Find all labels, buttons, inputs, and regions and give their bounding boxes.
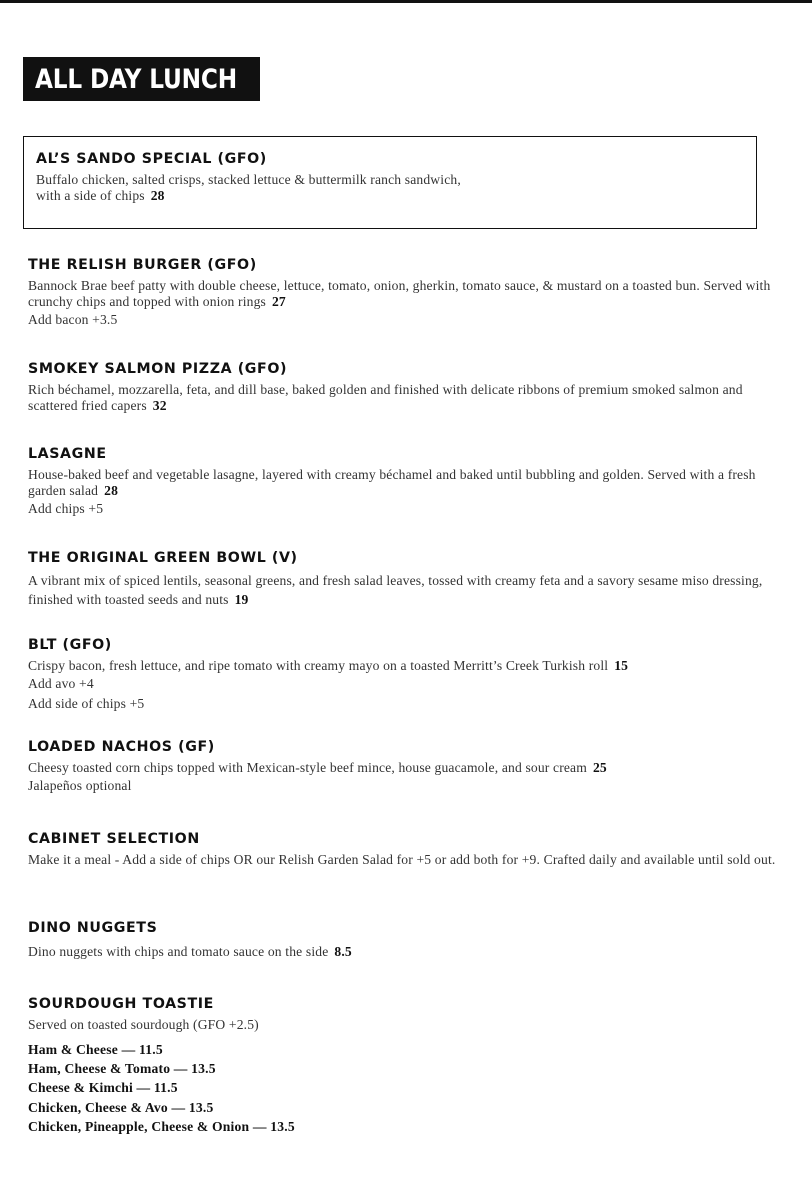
item-extra: Add avo +4 bbox=[28, 676, 94, 691]
toastie-options-list bbox=[28, 1040, 788, 1136]
item-extra: Add bacon +3.5 bbox=[28, 312, 118, 327]
item-extra: Add side of chips +5 bbox=[28, 696, 145, 711]
item-price: 27 bbox=[271, 294, 286, 309]
item-name: THE ORIGINAL GREEN BOWL (V) bbox=[28, 550, 298, 566]
menu-item-cabinet-selection bbox=[28, 830, 788, 868]
item-description: Dino nuggets with chips and tomato sauce on the side 8.5 bbox=[28, 944, 352, 959]
menu-item-blt bbox=[28, 636, 788, 714]
item-name: LASAGNE bbox=[28, 446, 107, 462]
item-extra: Add chips +5 bbox=[28, 501, 104, 516]
menu-item-als-sando bbox=[36, 150, 736, 204]
item-name: SOURDOUGH TOASTIE bbox=[28, 996, 214, 1012]
item-description: A vibrant mix of spiced lentils, seasonal greens, and fresh salad leaves, tossed with creamy feta and a savory sesame miso dressing, finished with toasted seeds and nuts 19 bbox=[28, 573, 763, 607]
item-name: SMOKEY SALMON PIZZA (GFO) bbox=[28, 361, 288, 377]
item-extra: Jalapeños optional bbox=[28, 778, 132, 793]
item-name: BLT (GFO) bbox=[28, 637, 112, 653]
item-price: 25 bbox=[592, 760, 607, 775]
item-description bbox=[36, 172, 736, 204]
item-name: THE RELISH BURGER (GFO) bbox=[28, 257, 257, 273]
item-description: House-baked beef and vegetable lasagne, layered with creamy béchamel and baked until bubbling and golden. Served with a fresh garden salad 28 bbox=[28, 467, 756, 498]
menu-item-smokey-salmon-pizza bbox=[28, 360, 788, 414]
toastie-option: Chicken, Cheese & Avo — 13.5 bbox=[28, 1099, 214, 1115]
top-border bbox=[0, 0, 812, 3]
item-description: Cheesy toasted corn chips topped with Mexican-style beef mince, house guacamole, and sour cream 25 bbox=[28, 760, 607, 775]
featured-item-box bbox=[23, 136, 757, 229]
item-price: 15 bbox=[614, 658, 629, 673]
item-price: 28 bbox=[150, 188, 165, 203]
item-description-line1: Buffalo chicken, salted crisps, stacked lettuce & buttermilk ranch sandwich, bbox=[36, 172, 461, 187]
item-name: DINO NUGGETS bbox=[28, 920, 158, 936]
toastie-option: Chicken, Pineapple, Cheese & Onion — 13.5 bbox=[28, 1118, 295, 1134]
toastie-option: Ham, Cheese & Tomato — 13.5 bbox=[28, 1061, 216, 1077]
toastie-option: Ham & Cheese — 11.5 bbox=[28, 1042, 163, 1057]
item-price: 32 bbox=[152, 398, 167, 413]
item-name: AL’S SANDO SPECIAL (GFO) bbox=[36, 151, 267, 167]
item-description: Served on toasted sourdough (GFO +2.5) bbox=[28, 1017, 259, 1032]
toastie-option: Cheese & Kimchi — 11.5 bbox=[28, 1080, 178, 1096]
menu-item-relish-burger bbox=[28, 256, 788, 330]
item-name: CABINET SELECTION bbox=[28, 831, 200, 847]
item-price: 19 bbox=[234, 592, 249, 607]
item-description: Crispy bacon, fresh lettuce, and ripe tomato with creamy mayo on a toasted Merritt’s Creek Turkish roll 15 bbox=[28, 658, 629, 673]
item-description: Rich béchamel, mozzarella, feta, and dill base, baked golden and finished with delicate ribbons of premium smoked salmon and scattered fried capers 32 bbox=[28, 382, 743, 413]
menu-item-dino-nuggets bbox=[28, 919, 788, 960]
menu-item-sourdough-toastie bbox=[28, 995, 788, 1136]
item-description: Bannock Brae beef patty with double cheese, lettuce, tomato, onion, gherkin, tomato sauce, & mustard on a toasted bun. Served with crunchy chips and topped with onion rings 27 bbox=[28, 278, 771, 309]
item-description-line2: with a side of chips bbox=[36, 188, 145, 203]
menu-item-loaded-nachos bbox=[28, 738, 788, 796]
item-name: LOADED NACHOS (GF) bbox=[28, 739, 215, 755]
item-description: Make it a meal - Add a side of chips OR our Relish Garden Salad for +5 or add both for +9. Crafted daily and available until sold out. bbox=[28, 852, 776, 867]
item-price: 8.5 bbox=[334, 944, 352, 959]
menu-item-green-bowl bbox=[28, 549, 788, 609]
page-title: ALL DAY LUNCH bbox=[23, 57, 260, 101]
item-price: 28 bbox=[104, 483, 119, 498]
menu-item-lasagne bbox=[28, 445, 788, 519]
